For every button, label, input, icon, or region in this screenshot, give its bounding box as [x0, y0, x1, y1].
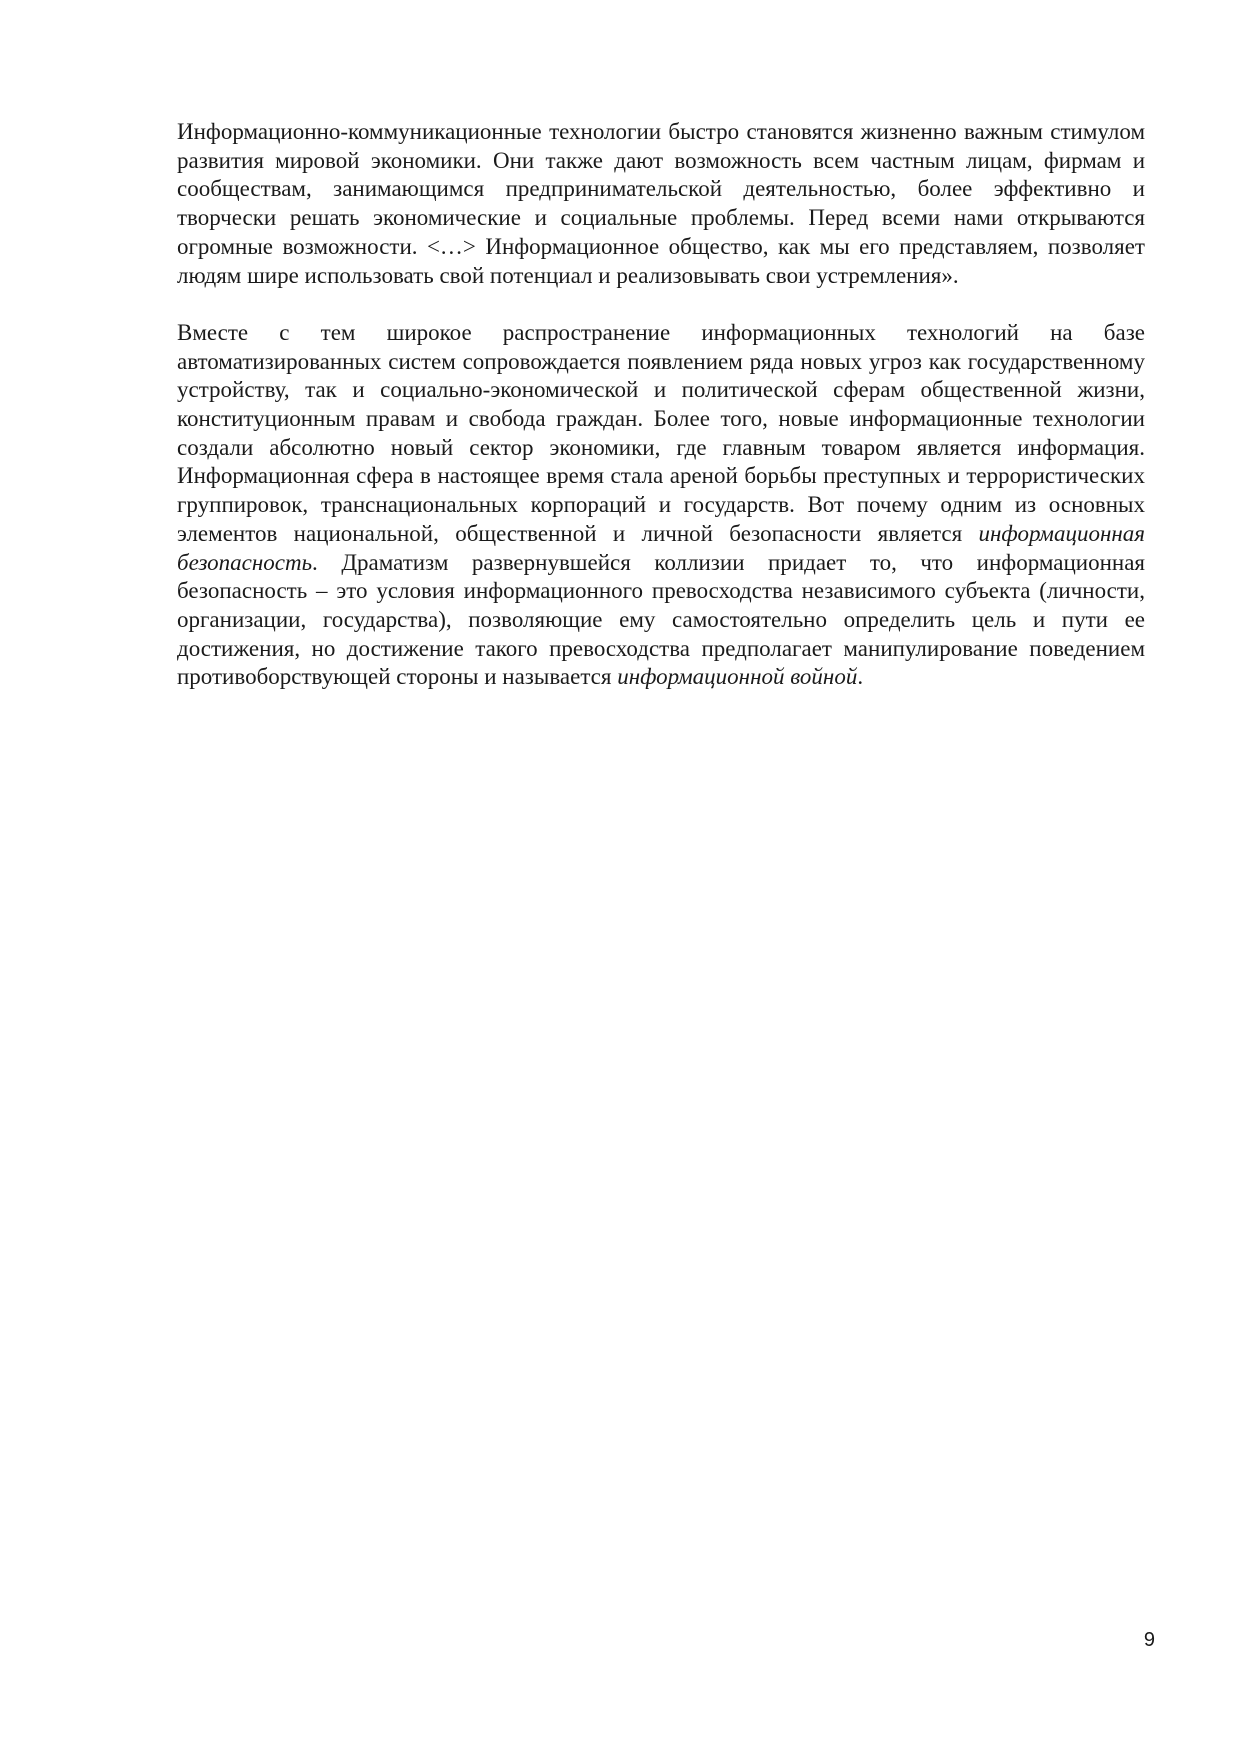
paragraph-information-security	[177, 319, 1145, 692]
paragraph-text-part-1: Вместе с тем широкое распространение информационных технологий на базе автоматизированных систем сопровождается появлением ряда новых угроз как государственному устройству, так и социально-экономической и политической сферам общественной жизни, конституционным правам и свобода граждан. Более того, новые информационные технологии создали абсолютно новый сектор экономики, где главным товаром является информация. Информационная сфера в настоящее время стала ареной борьбы преступных и террористических группировок, транснациональных корпораций и государств. Вот почему одним из основных элементов национальной, общественной и личной безопасности является	[177, 319, 1145, 546]
paragraph-text-part-3: .	[857, 664, 864, 690]
term-information-war: информационной войной	[617, 664, 858, 690]
paragraph-text-part-2: . Драматизм развернувшейся коллизии придает то, что информационная безопасность – это условия информационного превосходства независимого субъекта (личности, организации, государства), позволяющие ему самостоятельно определить цель и пути ее достижения, но достижение такого превосходства предполагает манипулирование поведением противоборствующей стороны и называется	[177, 549, 1145, 690]
body-text	[177, 118, 1145, 692]
page-number: 9	[1143, 1629, 1155, 1651]
term-information-security: информационная безопасность	[177, 520, 1145, 575]
paragraph-ict-quote: Информационно-коммуникационные технологии быстро становятся жизненно важным стимулом развития мировой экономики. Они также дают возможность всем частным лицам, фирмам и сообществам, занимающимся предпринимательской деятельностью, более эффективно и творчески решать экономические и социальные проблемы. Перед всеми нами открываются огромные возможности. <…> Информационное общество, как мы его представляем, позволяет людям шире использовать свой потенциал и реализовывать свои устремления».	[177, 119, 1145, 288]
